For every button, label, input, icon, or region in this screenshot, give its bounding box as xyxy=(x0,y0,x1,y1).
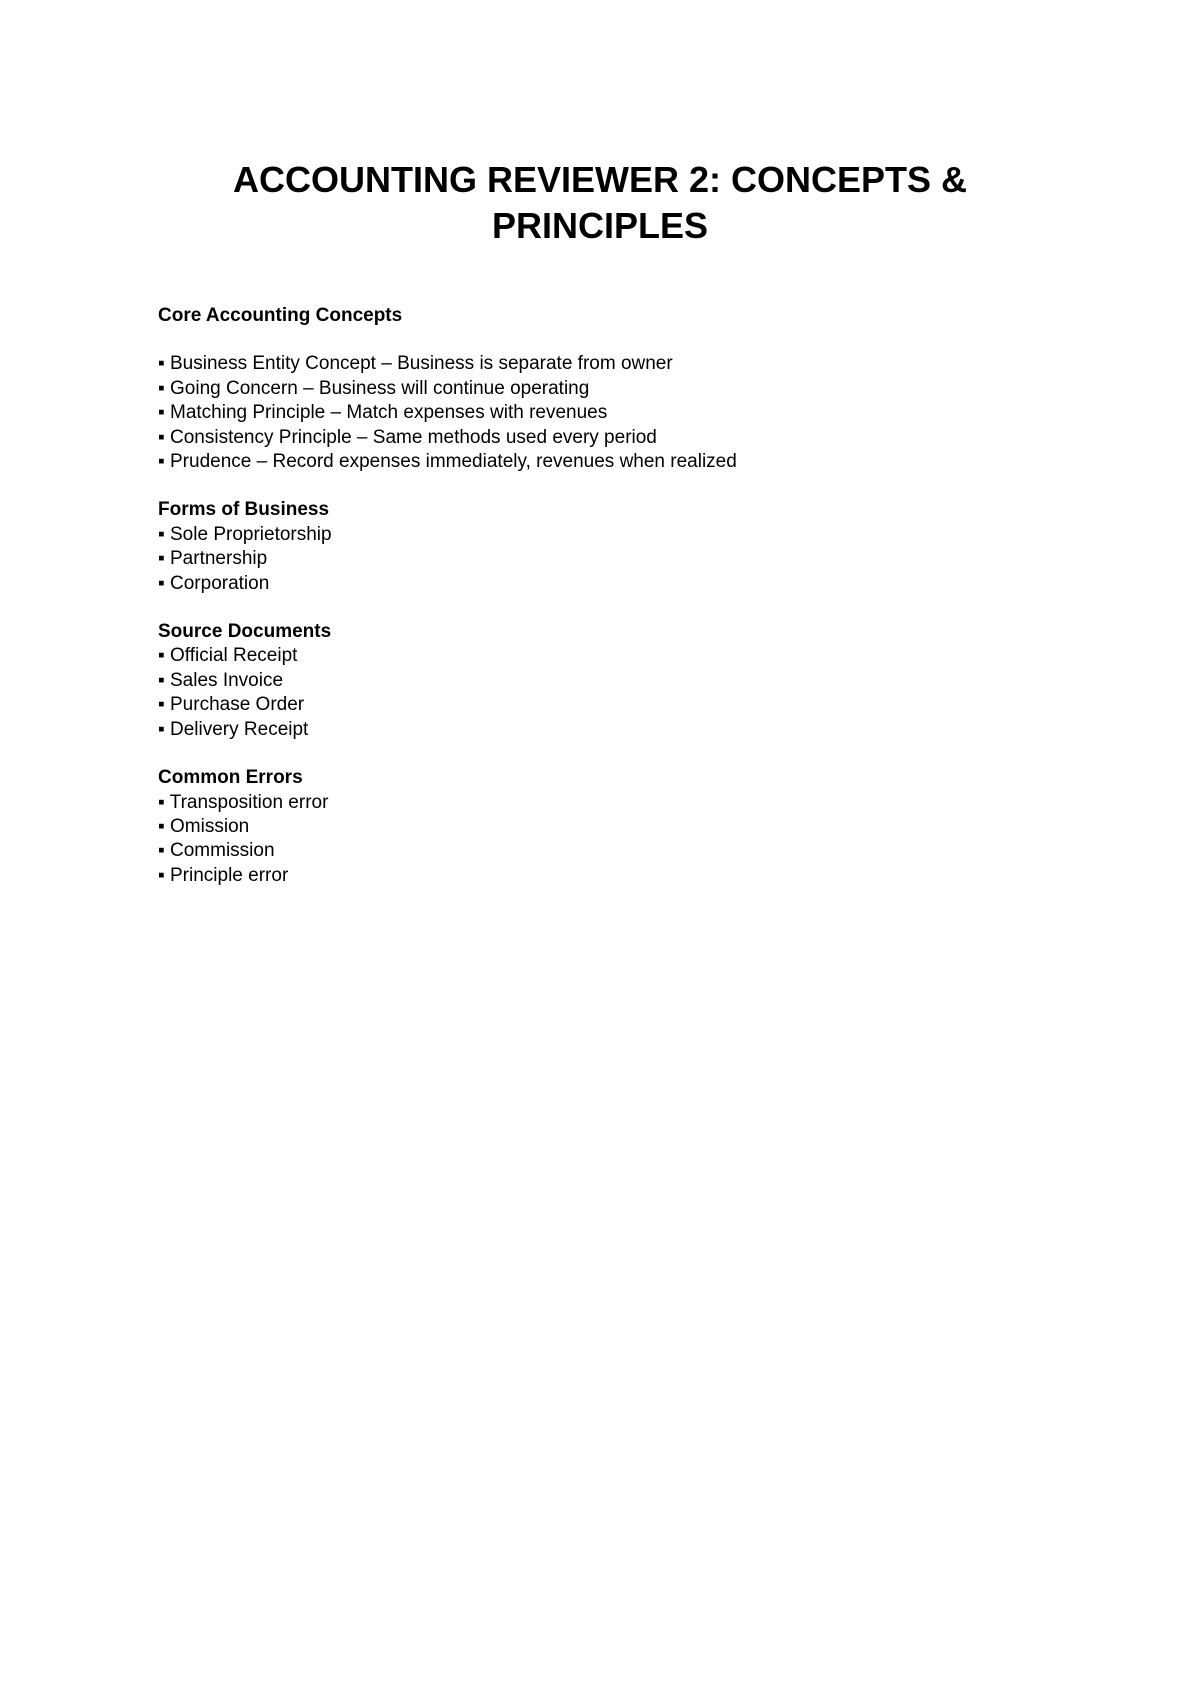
section-list xyxy=(158,352,1058,474)
list-item: ▪ Prudence – Record expenses immediately, revenues when realized xyxy=(158,451,737,473)
spacer xyxy=(158,742,1058,766)
section-list xyxy=(158,523,1058,596)
list-item: ▪ Corporation xyxy=(158,572,270,594)
section-common-errors xyxy=(158,766,1058,888)
section-source-documents xyxy=(158,620,1058,742)
list-item: ▪ Purchase Order xyxy=(158,694,305,716)
list-item: ▪ Going Concern – Business will continue operating xyxy=(158,377,590,399)
spacer xyxy=(158,596,1058,620)
section-forms-of-business xyxy=(158,498,1058,596)
list-item: ▪ Sales Invoice xyxy=(158,669,284,691)
list-item: ▪ Official Receipt xyxy=(158,645,298,667)
section-list xyxy=(158,644,1058,742)
list-item: ▪ Transposition error xyxy=(158,791,329,813)
section-list xyxy=(158,791,1058,889)
section-heading: Core Accounting Concepts xyxy=(158,305,403,326)
list-item: ▪ Principle error xyxy=(158,864,289,886)
section-heading: Forms of Business xyxy=(158,499,330,521)
document-body xyxy=(158,304,1058,888)
list-item: ▪ Partnership xyxy=(158,548,268,570)
list-item: ▪ Commission xyxy=(158,840,275,862)
list-item: ▪ Omission xyxy=(158,815,250,837)
spacer xyxy=(158,328,1058,352)
section-heading: Common Errors xyxy=(158,767,303,789)
document-title: ACCOUNTING REVIEWER 2: CONCEPTS & PRINCIPLES xyxy=(232,159,968,246)
list-item: ▪ Matching Principle – Match expenses with revenues xyxy=(158,402,608,424)
list-item: ▪ Consistency Principle – Same methods used every period xyxy=(158,426,657,448)
section-heading: Source Documents xyxy=(158,621,332,643)
list-item: ▪ Business Entity Concept – Business is separate from owner xyxy=(158,353,673,375)
list-item: ▪ Delivery Receipt xyxy=(158,718,309,740)
list-item: ▪ Sole Proprietorship xyxy=(158,523,332,545)
spacer xyxy=(158,474,1058,498)
section-core-accounting-concepts xyxy=(158,304,1058,474)
